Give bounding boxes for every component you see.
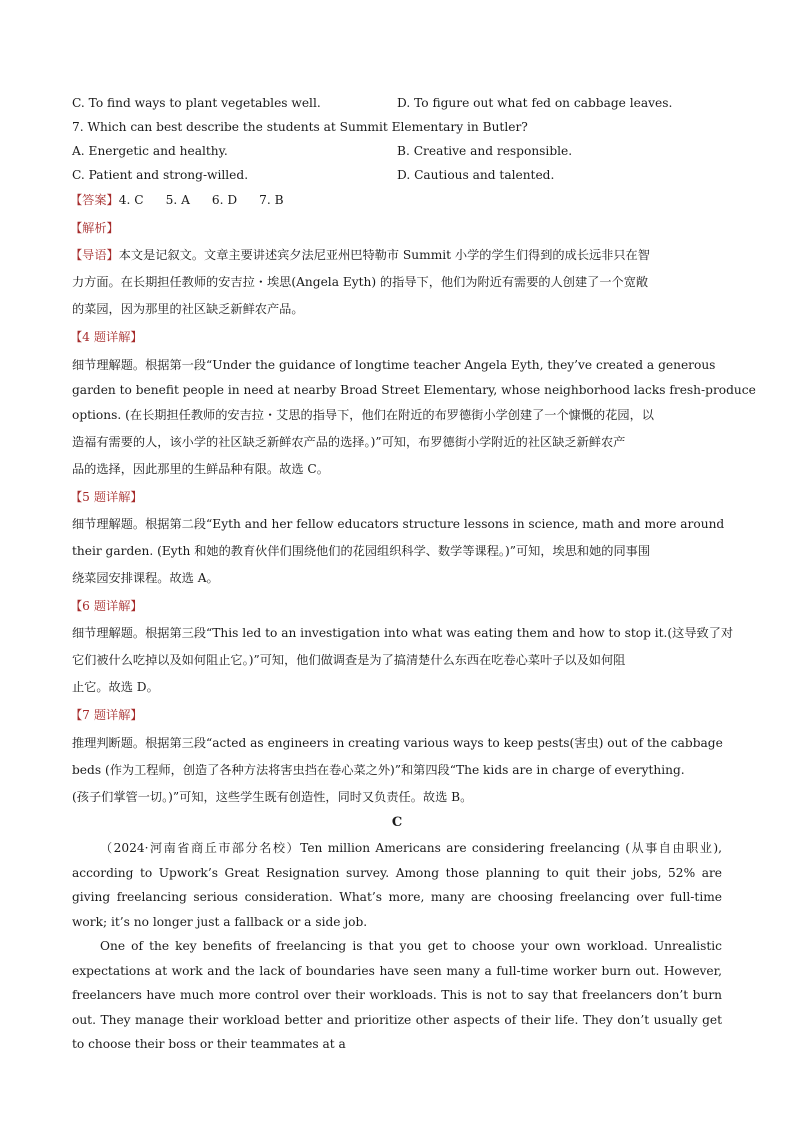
guide-label: 【导语】 xyxy=(70,248,119,262)
guide-line-3: 的菜园，因为那里的社区缺乏新鲜农产品。 xyxy=(72,302,304,316)
guide-text: 本文是记叙文。文章主要讲述宾夕法尼亚州巴特勒市 Summit 小学的学生们得到的成长远非只在智 xyxy=(118,248,650,262)
d4-line-4: 造福有需要的人，该小学的社区缺乏新鲜农产品的选择。)”可知，布罗德街小学附近的社区缺乏新鲜农产 xyxy=(72,435,626,449)
d4-line-3: options. (在长期担任教师的安吉拉・艾思的指导下，他们在附近的布罗德街小学创建了一个慷慨的花园，以 xyxy=(72,408,654,422)
guide-line-2: 力方面。在长期担任教师的安吉拉・埃思(Angela Eyth) 的指导下，他们为附近有需要的人创建了一个宽敞 xyxy=(72,275,649,289)
d5-line-1: 细节理解题。根据第二段“Eyth and her fellow educators structure lessons in science, math and more around xyxy=(72,517,725,531)
answer-item: 5. A xyxy=(165,193,190,207)
answer-item: 6. D xyxy=(211,193,238,207)
answer-item: 4. C xyxy=(118,193,144,207)
analysis-label: 【解析】 xyxy=(70,221,119,235)
d6-label: 【6 题详解】 xyxy=(70,599,143,613)
d7-line-2: beds (作为工程师，创造了各种方法将害虫挡在卷心菜之外)”和第四段“The kids are in charge of everything. xyxy=(72,763,685,777)
q7-option-a: A. Energetic and healthy. xyxy=(72,144,228,158)
q6-option-c: C. To find ways to plant vegetables well. xyxy=(72,96,321,110)
q6-option-d: D. To figure out what fed on cabbage leaves. xyxy=(397,96,673,110)
d4-line-2: garden to benefit people in need at nearby Broad Street Elementary, whose neighborhood lacks fresh-produce xyxy=(72,383,756,397)
answer-item: 7. B xyxy=(259,193,284,207)
d4-line-5: 品的选择，因此那里的生鲜品种有限。故选 C。 xyxy=(72,462,329,476)
answer-label: 【答案】 xyxy=(70,193,119,207)
q7-question: 7. Which can best describe the students at Summit Elementary in Butler? xyxy=(72,120,528,134)
d5-line-3: 绕菜园安排课程。故选 A。 xyxy=(72,571,219,585)
d7-line-1: 推理判断题。根据第三段“acted as engineers in creating various ways to keep pests(害虫) out of the cabbage xyxy=(72,736,723,750)
answer-line xyxy=(70,192,306,208)
d6-line-1: 细节理解题。根据第三段“This led to an investigation into what was eating them and how to stop it.(这导致了对 xyxy=(72,626,734,640)
d5-label: 【5 题详解】 xyxy=(70,490,143,504)
d5-line-2: their garden. (Eyth 和她的教育伙伴们围绕他们的花园组织科学、数学等课程。)”可知，埃思和她的同事围 xyxy=(72,544,651,558)
d7-line-3: (孩子们掌管一切。)”可知，这些学生既有创造性，同时又负责任。故选 B。 xyxy=(72,790,473,804)
guide-line-1 xyxy=(70,247,650,263)
d7-label: 【7 题详解】 xyxy=(70,708,143,722)
d4-label: 【4 题详解】 xyxy=(70,330,143,344)
q7-option-d: D. Cautious and talented. xyxy=(397,168,555,182)
d6-line-3: 止它。故选 D。 xyxy=(72,680,159,694)
passage-paragraph-1: （2024·河南省商丘市部分名校）Ten million Americans are considering freelancing (从事自由职业), according to Upwork’s Great Resignation survey. Among those planning to quit their jobs, 52% are giving freelancing serious consideration. What’s more, many are choosing freelancing over full-time work; it’s no longer just a fallback or a side job. xyxy=(72,841,722,929)
section-heading: C xyxy=(391,815,403,830)
q7-option-c: C. Patient and strong-willed. xyxy=(72,168,249,182)
d6-line-2: 它们被什么吃掉以及如何阻止它。)”可知，他们做调查是为了搞清楚什么东西在吃卷心菜叶子以及如何阻 xyxy=(72,653,626,667)
q7-option-b: B. Creative and responsible. xyxy=(397,144,573,158)
d4-line-1: 细节理解题。根据第一段“Under the guidance of longtime teacher Angela Eyth, they’ve created a generous xyxy=(72,358,716,372)
passage-paragraph-2: One of the key benefits of freelancing is that you get to choose your own workload. Unrealistic expectations at work and the lack of boundaries have seen many a full-time worker burn out. However, freelancers have much more control over their workloads. This is not to say that freelancers don’t burn out. They manage their workload better and prioritize other aspects of their life. They don’t usually get to choose their boss or their teammates at a xyxy=(72,939,722,1052)
